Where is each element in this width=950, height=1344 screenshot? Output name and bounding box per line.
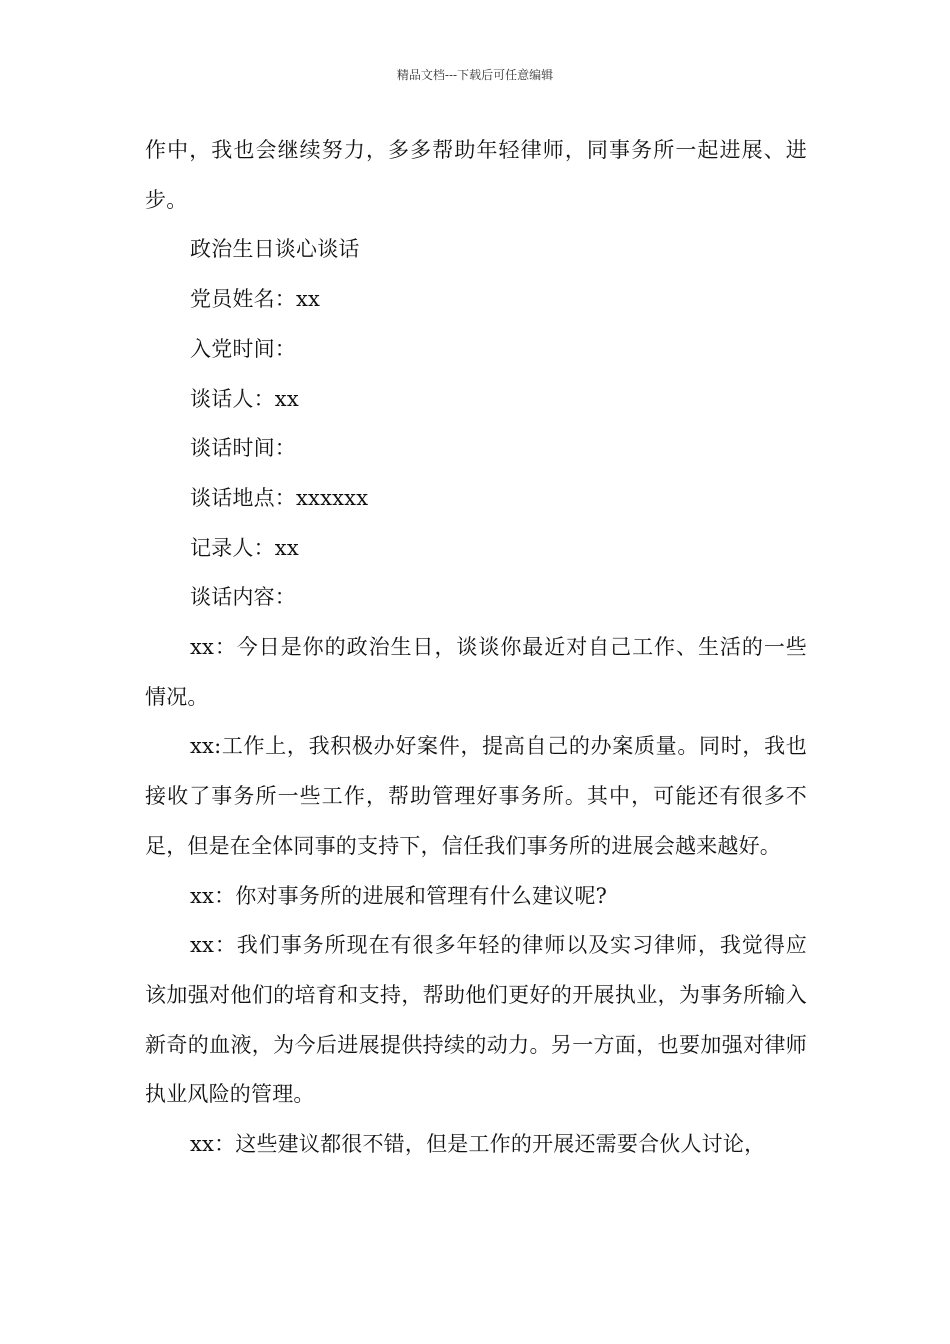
- field-join-date: 入党时间：: [190, 336, 296, 361]
- field-recorder: 记录人：xx: [190, 535, 299, 560]
- field-talk-time: 谈话时间：: [190, 436, 296, 461]
- paragraph-continuation: 作中，我也会继续努力，多多帮助年轻律师，同事务所一起进展、进步。: [145, 138, 807, 212]
- document-body: [145, 126, 807, 1170]
- field-talk-location: 谈话地点：xxxxxx: [190, 485, 369, 510]
- dialogue-paragraph: xx:工作上，我积极办好案件，提高自己的办案质量。同时，我也接收了事务所一些工作，帮助管理好事务所。其中，可能还有很多不足，但是在全体同事的支持下，信任我们事务所的进展会越来越好。: [145, 734, 807, 858]
- section-title: 政治生日谈心谈话: [190, 237, 360, 262]
- field-interviewer: 谈话人：xx: [190, 386, 299, 411]
- field-party-member-name: 党员姓名：xx: [190, 287, 321, 312]
- dialogue-paragraph: xx：我们事务所现在有很多年轻的律师以及实习律师，我觉得应该加强对他们的培育和支持，帮助他们更好的开展执业，为事务所输入新奇的血液，为今后进展提供持续的动力。另一方面，也要加强对律师执业风险的管理。: [145, 933, 807, 1107]
- field-talk-content: 谈话内容：: [190, 585, 296, 610]
- dialogue-paragraph: xx：这些建议都很不错，但是工作的开展还需要合伙人讨论，: [190, 1132, 766, 1157]
- page-header: 精品文档---下载后可任意编辑: [396, 68, 554, 82]
- dialogue-paragraph: xx：你对事务所的进展和管理有什么建议呢?: [190, 883, 608, 908]
- dialogue-paragraph: xx：今日是你的政治生日，谈谈你最近对自己工作、生活的一些情况。: [145, 635, 807, 709]
